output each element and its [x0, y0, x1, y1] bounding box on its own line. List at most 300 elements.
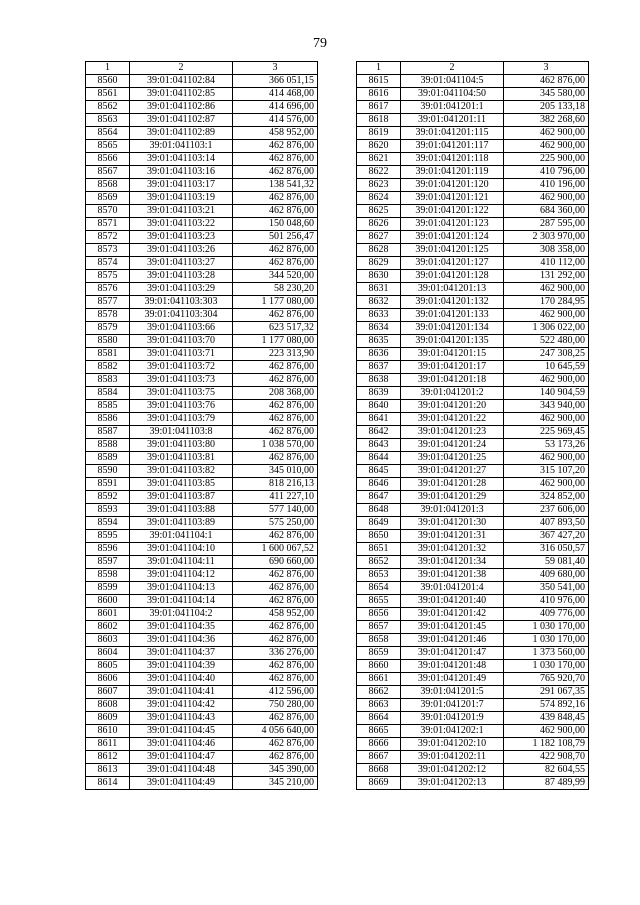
table-row: [86, 192, 318, 205]
value-cell: 462 876,00: [233, 374, 318, 387]
cadastral-number-cell: 39:01:041201:128: [401, 270, 504, 283]
table-row: [86, 452, 318, 465]
table-row: [357, 257, 589, 270]
value-cell: 316 050,57: [504, 543, 589, 556]
table-row: [357, 621, 589, 634]
table-row: [357, 88, 589, 101]
value-cell: 59 081,40: [504, 556, 589, 569]
table-row: [86, 309, 318, 322]
cadastral-number-cell: 39:01:041201:47: [401, 647, 504, 660]
row-number-cell: 8635: [357, 335, 401, 348]
value-cell: 462 876,00: [233, 257, 318, 270]
value-cell: 462 900,00: [504, 140, 589, 153]
row-number-cell: 8659: [357, 647, 401, 660]
row-number-cell: 8639: [357, 387, 401, 400]
cadastral-number-cell: 39:01:041104:37: [130, 647, 233, 660]
cadastral-number-cell: 39:01:041104:43: [130, 712, 233, 725]
table-row: [86, 634, 318, 647]
value-cell: 765 920,70: [504, 673, 589, 686]
row-number-cell: 8591: [86, 478, 130, 491]
value-cell: 345 010,00: [233, 465, 318, 478]
cadastral-number-cell: 39:01:041201:15: [401, 348, 504, 361]
cadastral-number-cell: 39:01:041103:1: [130, 140, 233, 153]
cadastral-number-cell: 39:01:041104:49: [130, 777, 233, 790]
table-row: [357, 504, 589, 517]
table-row: [86, 621, 318, 634]
cadastral-number-cell: 39:01:041201:125: [401, 244, 504, 257]
table-row: [357, 101, 589, 114]
value-cell: 1 030 170,00: [504, 634, 589, 647]
table-row: [357, 634, 589, 647]
cadastral-number-cell: 39:01:041201:40: [401, 595, 504, 608]
cadastral-number-cell: 39:01:041201:9: [401, 712, 504, 725]
row-number-cell: 8607: [86, 686, 130, 699]
value-cell: 623 517,32: [233, 322, 318, 335]
row-number-cell: 8666: [357, 738, 401, 751]
table-row: [86, 556, 318, 569]
table-row: [86, 465, 318, 478]
cadastral-number-cell: 39:01:041201:117: [401, 140, 504, 153]
table-row: [357, 114, 589, 127]
value-cell: 462 900,00: [504, 374, 589, 387]
cadastral-number-cell: 39:01:041103:14: [130, 153, 233, 166]
table-row: [357, 75, 589, 88]
table-row: [86, 283, 318, 296]
value-cell: 131 292,00: [504, 270, 589, 283]
row-number-cell: 8572: [86, 231, 130, 244]
row-number-cell: 8632: [357, 296, 401, 309]
row-number-cell: 8621: [357, 153, 401, 166]
row-number-cell: 8651: [357, 543, 401, 556]
cadastral-number-cell: 39:01:041201:46: [401, 634, 504, 647]
row-number-cell: 8652: [357, 556, 401, 569]
table-row: [357, 478, 589, 491]
table-row: [357, 465, 589, 478]
cadastral-number-cell: 39:01:041201:25: [401, 452, 504, 465]
value-cell: 422 908,70: [504, 751, 589, 764]
row-number-cell: 8667: [357, 751, 401, 764]
value-cell: 247 308,25: [504, 348, 589, 361]
row-number-cell: 8661: [357, 673, 401, 686]
row-number-cell: 8599: [86, 582, 130, 595]
row-number-cell: 8592: [86, 491, 130, 504]
row-number-cell: 8601: [86, 608, 130, 621]
table-body: [357, 75, 589, 790]
header-row: [86, 62, 318, 75]
value-cell: 1 600 067,52: [233, 543, 318, 556]
cadastral-number-cell: 39:01:041104:5: [401, 75, 504, 88]
row-number-cell: 8636: [357, 348, 401, 361]
column-header-cadastral-number: 2: [401, 62, 504, 75]
row-number-cell: 8596: [86, 543, 130, 556]
row-number-cell: 8575: [86, 270, 130, 283]
cadastral-number-cell: 39:01:041201:22: [401, 413, 504, 426]
row-number-cell: 8609: [86, 712, 130, 725]
cadastral-table-right: [356, 61, 589, 790]
row-number-cell: 8583: [86, 374, 130, 387]
cadastral-number-cell: 39:01:041201:115: [401, 127, 504, 140]
value-cell: 367 427,20: [504, 530, 589, 543]
table-row: [357, 452, 589, 465]
row-number-cell: 8664: [357, 712, 401, 725]
value-cell: 414 696,00: [233, 101, 318, 114]
value-cell: 336 276,00: [233, 647, 318, 660]
table-header: [357, 62, 589, 75]
cadastral-number-cell: 39:01:041102:86: [130, 101, 233, 114]
row-number-cell: 8656: [357, 608, 401, 621]
cadastral-number-cell: 39:01:041202:13: [401, 777, 504, 790]
table-row: [357, 608, 589, 621]
value-cell: 150 048,60: [233, 218, 318, 231]
table-row: [86, 699, 318, 712]
row-number-cell: 8615: [357, 75, 401, 88]
table-row: [357, 218, 589, 231]
row-number-cell: 8586: [86, 413, 130, 426]
value-cell: 462 876,00: [233, 192, 318, 205]
cadastral-number-cell: 39:01:041102:84: [130, 75, 233, 88]
table-row: [86, 153, 318, 166]
value-cell: 462 876,00: [233, 426, 318, 439]
table-row: [357, 738, 589, 751]
row-number-cell: 8576: [86, 283, 130, 296]
cadastral-number-cell: 39:01:041104:10: [130, 543, 233, 556]
cadastral-number-cell: 39:01:041201:38: [401, 569, 504, 582]
value-cell: 462 900,00: [504, 452, 589, 465]
value-cell: 462 876,00: [233, 166, 318, 179]
cadastral-number-cell: 39:01:041104:2: [130, 608, 233, 621]
value-cell: 205 133,18: [504, 101, 589, 114]
row-number-cell: 8631: [357, 283, 401, 296]
table-row: [86, 764, 318, 777]
row-number-cell: 8665: [357, 725, 401, 738]
value-cell: 462 876,00: [233, 738, 318, 751]
cadastral-number-cell: 39:01:041201:49: [401, 673, 504, 686]
cadastral-number-cell: 39:01:041103:73: [130, 374, 233, 387]
cadastral-number-cell: 39:01:041104:48: [130, 764, 233, 777]
row-number-cell: 8577: [86, 296, 130, 309]
cadastral-number-cell: 39:01:041104:11: [130, 556, 233, 569]
value-cell: 575 250,00: [233, 517, 318, 530]
cadastral-number-cell: 39:01:041104:45: [130, 725, 233, 738]
table-row: [86, 114, 318, 127]
row-number-cell: 8593: [86, 504, 130, 517]
cadastral-number-cell: 39:01:041104:35: [130, 621, 233, 634]
table-row: [86, 140, 318, 153]
value-cell: 462 876,00: [233, 621, 318, 634]
row-number-cell: 8637: [357, 361, 401, 374]
value-cell: 10 645,59: [504, 361, 589, 374]
table-row: [86, 647, 318, 660]
value-cell: 501 256,47: [233, 231, 318, 244]
row-number-cell: 8638: [357, 374, 401, 387]
row-number-cell: 8562: [86, 101, 130, 114]
cadastral-number-cell: 39:01:041103:26: [130, 244, 233, 257]
cadastral-number-cell: 39:01:041104:50: [401, 88, 504, 101]
row-number-cell: 8611: [86, 738, 130, 751]
cadastral-number-cell: 39:01:041201:121: [401, 192, 504, 205]
value-cell: 414 468,00: [233, 88, 318, 101]
cadastral-number-cell: 39:01:041201:11: [401, 114, 504, 127]
value-cell: 462 900,00: [504, 725, 589, 738]
row-number-cell: 8627: [357, 231, 401, 244]
value-cell: 462 876,00: [233, 634, 318, 647]
cadastral-number-cell: 39:01:041104:47: [130, 751, 233, 764]
row-number-cell: 8660: [357, 660, 401, 673]
table-row: [357, 595, 589, 608]
cadastral-number-cell: 39:01:041103:28: [130, 270, 233, 283]
value-cell: 345 580,00: [504, 88, 589, 101]
cadastral-number-cell: 39:01:041201:18: [401, 374, 504, 387]
value-cell: 462 876,00: [233, 751, 318, 764]
table-row: [86, 231, 318, 244]
cadastral-number-cell: 39:01:041201:127: [401, 257, 504, 270]
cadastral-number-cell: 39:01:041201:30: [401, 517, 504, 530]
row-number-cell: 8658: [357, 634, 401, 647]
row-number-cell: 8560: [86, 75, 130, 88]
cadastral-number-cell: 39:01:041201:132: [401, 296, 504, 309]
row-number-cell: 8617: [357, 101, 401, 114]
column-header-value: 3: [233, 62, 318, 75]
table-row: [86, 374, 318, 387]
cadastral-number-cell: 39:01:041104:14: [130, 595, 233, 608]
table-row: [86, 75, 318, 88]
row-number-cell: 8567: [86, 166, 130, 179]
value-cell: 462 876,00: [233, 400, 318, 413]
table-row: [357, 517, 589, 530]
table-row: [86, 88, 318, 101]
cadastral-number-cell: 39:01:041103:16: [130, 166, 233, 179]
cadastral-number-cell: 39:01:041201:120: [401, 179, 504, 192]
table-row: [86, 413, 318, 426]
page-number: 79: [313, 36, 327, 51]
table-row: [86, 517, 318, 530]
table-row: [357, 140, 589, 153]
row-number-cell: 8622: [357, 166, 401, 179]
table-row: [86, 660, 318, 673]
table-row: [86, 244, 318, 257]
cadastral-number-cell: 39:01:041103:81: [130, 452, 233, 465]
row-number-cell: 8564: [86, 127, 130, 140]
table-row: [86, 426, 318, 439]
value-cell: 366 051,15: [233, 75, 318, 88]
cadastral-number-cell: 39:01:041201:13: [401, 283, 504, 296]
value-cell: 345 210,00: [233, 777, 318, 790]
value-cell: 462 876,00: [233, 140, 318, 153]
row-number-cell: 8566: [86, 153, 130, 166]
value-cell: 684 360,00: [504, 205, 589, 218]
cadastral-number-cell: 39:01:041201:118: [401, 153, 504, 166]
cadastral-number-cell: 39:01:041201:20: [401, 400, 504, 413]
cadastral-number-cell: 39:01:041201:3: [401, 504, 504, 517]
value-cell: 315 107,20: [504, 465, 589, 478]
value-cell: 574 892,16: [504, 699, 589, 712]
value-cell: 1 038 570,00: [233, 439, 318, 452]
value-cell: 1 306 022,00: [504, 322, 589, 335]
table-row: [357, 712, 589, 725]
value-cell: 462 876,00: [233, 153, 318, 166]
value-cell: 343 940,00: [504, 400, 589, 413]
cadastral-number-cell: 39:01:041201:7: [401, 699, 504, 712]
table-body: [86, 75, 318, 790]
cadastral-number-cell: 39:01:041103:79: [130, 413, 233, 426]
value-cell: 287 595,00: [504, 218, 589, 231]
row-number-cell: 8625: [357, 205, 401, 218]
cadastral-number-cell: 39:01:041104:13: [130, 582, 233, 595]
row-number-cell: 8595: [86, 530, 130, 543]
table-row: [357, 374, 589, 387]
row-number-cell: 8589: [86, 452, 130, 465]
table-row: [357, 283, 589, 296]
value-cell: 462 900,00: [504, 192, 589, 205]
row-number-cell: 8565: [86, 140, 130, 153]
column-header-index: 1: [357, 62, 401, 75]
value-cell: 138 541,32: [233, 179, 318, 192]
cadastral-number-cell: 39:01:041102:87: [130, 114, 233, 127]
cadastral-number-cell: 39:01:041201:119: [401, 166, 504, 179]
row-number-cell: 8642: [357, 426, 401, 439]
value-cell: 412 596,00: [233, 686, 318, 699]
value-cell: 140 904,59: [504, 387, 589, 400]
value-cell: 407 893,50: [504, 517, 589, 530]
table-row: [357, 348, 589, 361]
table-row: [357, 166, 589, 179]
row-number-cell: 8598: [86, 569, 130, 582]
cadastral-number-cell: 39:01:041201:4: [401, 582, 504, 595]
value-cell: 87 489,99: [504, 777, 589, 790]
row-number-cell: 8634: [357, 322, 401, 335]
row-number-cell: 8574: [86, 257, 130, 270]
table-row: [357, 192, 589, 205]
value-cell: 690 660,00: [233, 556, 318, 569]
cadastral-table-left: [85, 61, 318, 790]
value-cell: 237 606,00: [504, 504, 589, 517]
cadastral-number-cell: 39:01:041201:1: [401, 101, 504, 114]
cadastral-number-cell: 39:01:041104:41: [130, 686, 233, 699]
value-cell: 462 876,00: [233, 452, 318, 465]
value-cell: 58 230,20: [233, 283, 318, 296]
table-row: [357, 205, 589, 218]
cadastral-number-cell: 39:01:041103:71: [130, 348, 233, 361]
cadastral-number-cell: 39:01:041201:29: [401, 491, 504, 504]
value-cell: 344 520,00: [233, 270, 318, 283]
table-row: [357, 569, 589, 582]
column-header-value: 3: [504, 62, 589, 75]
row-number-cell: 8619: [357, 127, 401, 140]
table-row: [86, 504, 318, 517]
row-number-cell: 8585: [86, 400, 130, 413]
cadastral-number-cell: 39:01:041201:31: [401, 530, 504, 543]
value-cell: 1 177 080,00: [233, 335, 318, 348]
value-cell: 462 876,00: [233, 673, 318, 686]
cadastral-number-cell: 39:01:041201:134: [401, 322, 504, 335]
table-row: [86, 738, 318, 751]
cadastral-number-cell: 39:01:041103:22: [130, 218, 233, 231]
value-cell: 462 876,00: [233, 244, 318, 257]
value-cell: 1 030 170,00: [504, 660, 589, 673]
cadastral-number-cell: 39:01:041103:17: [130, 179, 233, 192]
table-row: [357, 686, 589, 699]
table-row: [86, 296, 318, 309]
row-number-cell: 8624: [357, 192, 401, 205]
row-number-cell: 8604: [86, 647, 130, 660]
table-row: [357, 179, 589, 192]
table-row: [357, 777, 589, 790]
row-number-cell: 8620: [357, 140, 401, 153]
table-row: [86, 569, 318, 582]
row-number-cell: 8650: [357, 530, 401, 543]
cadastral-number-cell: 39:01:041103:80: [130, 439, 233, 452]
row-number-cell: 8587: [86, 426, 130, 439]
value-cell: 345 390,00: [233, 764, 318, 777]
value-cell: 462 876,00: [233, 595, 318, 608]
table-row: [86, 127, 318, 140]
column-header-index: 1: [86, 62, 130, 75]
table-row: [86, 270, 318, 283]
value-cell: 409 776,00: [504, 608, 589, 621]
row-number-cell: 8630: [357, 270, 401, 283]
row-number-cell: 8588: [86, 439, 130, 452]
row-number-cell: 8571: [86, 218, 130, 231]
table-row: [357, 439, 589, 452]
value-cell: 439 848,45: [504, 712, 589, 725]
row-number-cell: 8614: [86, 777, 130, 790]
cadastral-number-cell: 39:01:041103:87: [130, 491, 233, 504]
value-cell: 409 680,00: [504, 569, 589, 582]
cadastral-number-cell: 39:01:041103:76: [130, 400, 233, 413]
table-row: [86, 387, 318, 400]
table-row: [86, 530, 318, 543]
row-number-cell: 8603: [86, 634, 130, 647]
row-number-cell: 8600: [86, 595, 130, 608]
row-number-cell: 8640: [357, 400, 401, 413]
row-number-cell: 8649: [357, 517, 401, 530]
value-cell: 382 268,60: [504, 114, 589, 127]
cadastral-number-cell: 39:01:041103:82: [130, 465, 233, 478]
row-number-cell: 8606: [86, 673, 130, 686]
table-row: [357, 556, 589, 569]
column-header-cadastral-number: 2: [130, 62, 233, 75]
table-row: [86, 751, 318, 764]
value-cell: 462 876,00: [233, 309, 318, 322]
cadastral-number-cell: 39:01:041201:32: [401, 543, 504, 556]
row-number-cell: 8618: [357, 114, 401, 127]
row-number-cell: 8628: [357, 244, 401, 257]
value-cell: 414 576,00: [233, 114, 318, 127]
table-row: [86, 673, 318, 686]
value-cell: 2 303 970,00: [504, 231, 589, 244]
cadastral-number-cell: 39:01:041201:24: [401, 439, 504, 452]
row-number-cell: 8623: [357, 179, 401, 192]
row-number-cell: 8633: [357, 309, 401, 322]
row-number-cell: 8569: [86, 192, 130, 205]
value-cell: 462 876,00: [233, 361, 318, 374]
cadastral-number-cell: 39:01:041201:48: [401, 660, 504, 673]
value-cell: 410 196,00: [504, 179, 589, 192]
cadastral-number-cell: 39:01:041103:70: [130, 335, 233, 348]
row-number-cell: 8608: [86, 699, 130, 712]
row-number-cell: 8657: [357, 621, 401, 634]
row-number-cell: 8648: [357, 504, 401, 517]
cadastral-number-cell: 39:01:041201:42: [401, 608, 504, 621]
table-row: [357, 270, 589, 283]
cadastral-number-cell: 39:01:041103:85: [130, 478, 233, 491]
row-number-cell: 8570: [86, 205, 130, 218]
value-cell: 458 952,00: [233, 127, 318, 140]
table-row: [357, 699, 589, 712]
value-cell: 208 368,00: [233, 387, 318, 400]
row-number-cell: 8605: [86, 660, 130, 673]
row-number-cell: 8612: [86, 751, 130, 764]
